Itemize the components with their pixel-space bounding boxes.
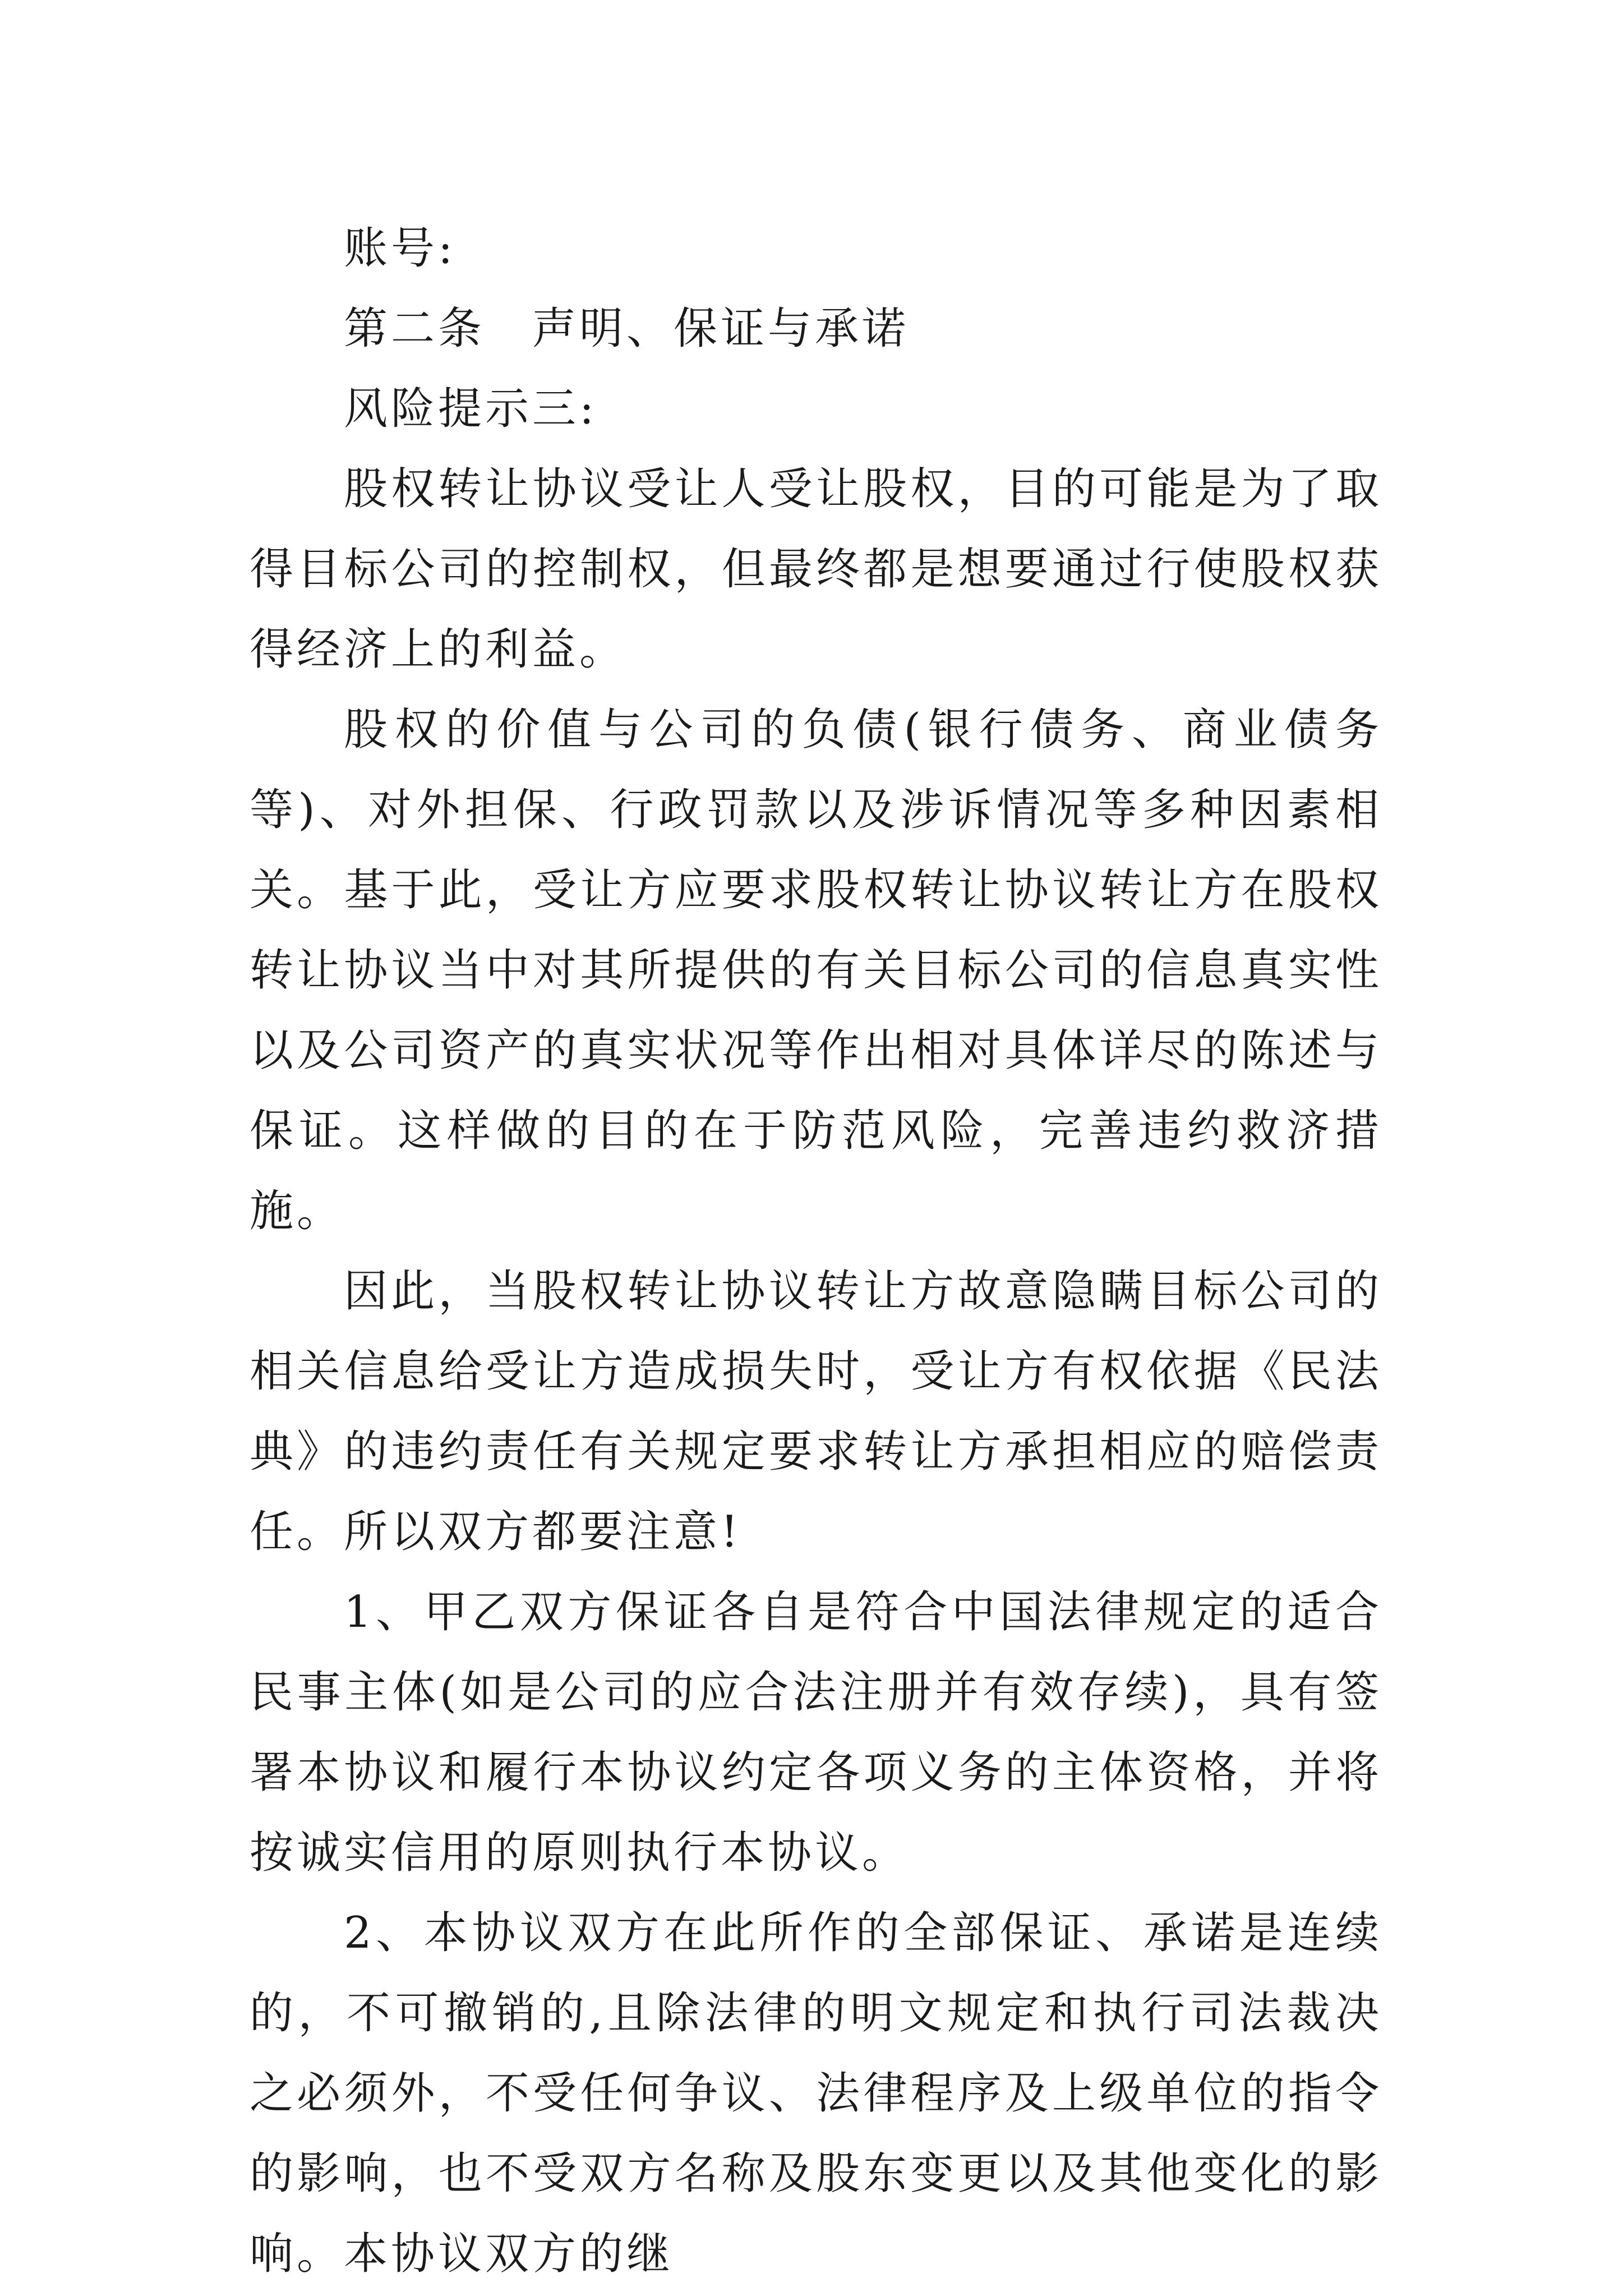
account-line: 账号:	[344, 223, 457, 274]
clause-2: 2、本协议双方在此所作的全部保证、承诺是连续的，不可撤销的,且除法律的明文规定和执行司法裁决之必须外，不受任何争议、法律程序及上级单位的指令的影响，也不受双方名称及股东变更以及其他变化的影响。本协议双方的继	[250, 1908, 1382, 2279]
article-heading: 第二条 声明、保证与承诺	[344, 303, 910, 354]
paragraph: 股权的价值与公司的负债(银行债务、商业债务等)、对外担保、行政罚款以及涉诉情况等多种因素相关。基于此，受让方应要求股权转让协议转让方在股权转让协议当中对其所提供的有关目标公司的信息真实性以及公司资产的真实状况等作出相对具体详尽的陈述与保证。这样做的目的在于防范风险，完善违约救济措施。	[250, 705, 1382, 1236]
paragraph: 因此，当股权转让协议转让方故意隐瞒目标公司的相关信息给受让方造成损失时，受让方有权依据《民法典》的违约责任有关规定要求转让方承担相应的赔偿责任。所以双方都要注意!	[250, 1266, 1382, 1557]
risk-tip-heading: 风险提示三:	[344, 384, 598, 434]
paragraph: 股权转让协议受让人受让股权，目的可能是为了取得目标公司的控制权，但最终都是想要通过行使股权获得经济上的利益。	[250, 464, 1382, 675]
clause-1: 1、甲乙双方保证各自是符合中国法律规定的适合民事主体(如是公司的应合法注册并有效存续)，具有签署本协议和履行本协议约定各项义务的主体资格，并将按诚实信用的原则执行本协议。	[250, 1587, 1382, 1878]
document-body	[250, 209, 1382, 2294]
